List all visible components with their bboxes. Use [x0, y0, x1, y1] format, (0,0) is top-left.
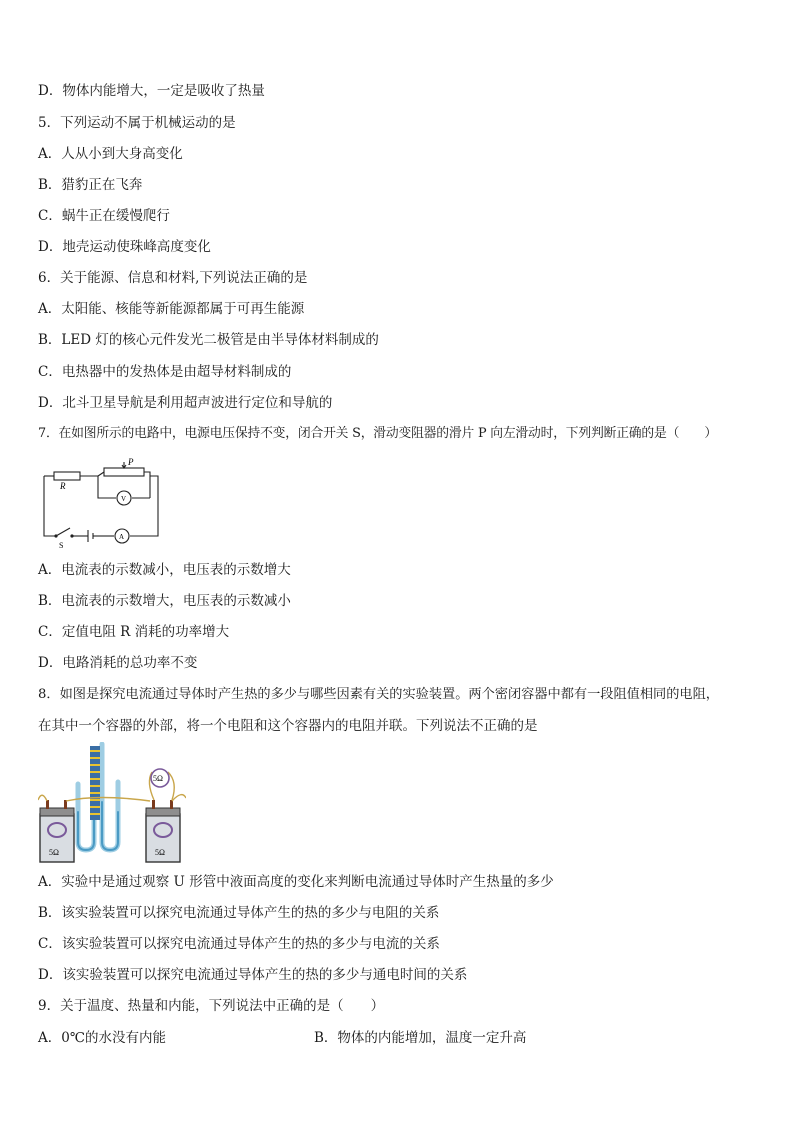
- q8-option-b: B．该实验装置可以探究电流通过导体产生的热的多少与电阻的关系: [38, 905, 440, 921]
- q8-stem-line2: 在其中一个容器的外部，将一个电阻和这个容器内的电阻并联。下列说法不正确的是: [38, 718, 538, 734]
- q8-option-c: C．该实验装置可以探究电流通过导体产生的热的多少与电流的关系: [38, 936, 440, 952]
- resistor-r: [54, 472, 80, 480]
- q8-option-a: A．实验中是通过观察 U 形管中液面高度的变化来判断电流通过导体时产生热量的多少: [38, 874, 554, 890]
- q7-option-c: C．定值电阻 R 消耗的功率增大: [38, 624, 230, 640]
- label-s: S: [59, 541, 64, 550]
- label-right: 5Ω: [155, 848, 165, 857]
- label-top: 5Ω: [153, 774, 163, 783]
- q9-option-b: B．物体的内能增加，温度一定升高: [314, 1030, 527, 1046]
- q9-stem: 9．关于温度、热量和内能，下列说法中正确的是（ ）: [38, 998, 385, 1014]
- q8-apparatus-figure: [38, 742, 186, 866]
- rheostat: [104, 468, 144, 476]
- label-r: R: [60, 481, 66, 491]
- q7-stem: 7．在如图所示的电路中，电源电压保持不变，闭合开关 S，滑动变阻器的滑片 P 向左滑动时，下列判断正确的是（ ）: [38, 426, 717, 441]
- q7-option-b: B．电流表的示数增大，电压表的示数减小: [38, 593, 291, 609]
- q7-option-d: D．电路消耗的总功率不变: [38, 655, 198, 671]
- q6-stem: 6．关于能源、信息和材料,下列说法正确的是: [38, 270, 308, 286]
- q6-option-c: C．电热器中的发热体是由超导材料制成的: [38, 364, 292, 380]
- q6-option-a: A．太阳能、核能等新能源都属于可再生能源: [38, 301, 305, 317]
- label-v: V: [121, 495, 127, 503]
- label-left: 5Ω: [49, 848, 59, 857]
- q9-option-a: A．0℃的水没有内能: [38, 1030, 166, 1046]
- q5-option-a: A．人从小到大身高变化: [38, 146, 183, 162]
- q7-option-a: A．电流表的示数减小，电压表的示数增大: [38, 562, 291, 578]
- q4-option-d: D．物体内能增大，一定是吸收了热量: [38, 83, 265, 99]
- label-p: P: [128, 457, 134, 467]
- q7-circuit-diagram: [36, 456, 166, 550]
- q6-option-b: B．LED 灯的核心元件发光二极管是由半导体材料制成的: [38, 332, 379, 348]
- q5-option-d: D．地壳运动使珠峰高度变化: [38, 239, 211, 255]
- q5-option-b: B．猎豹正在飞奔: [38, 177, 143, 193]
- label-a: A: [119, 533, 125, 541]
- q5-stem: 5．下列运动不属于机械运动的是: [38, 115, 236, 131]
- q8-stem-line1: 8．如图是探究电流通过导体时产生热的多少与哪些因素有关的实验装置。两个密闭容器中都有一段阻值相同的电阻，: [38, 687, 719, 702]
- q6-option-d: D．北斗卫星导航是利用超声波进行定位和导航的: [38, 395, 333, 411]
- q5-option-c: C．蜗牛正在缓慢爬行: [38, 208, 170, 224]
- q8-option-d: D．该实验装置可以探究电流通过导体产生的热的多少与通电时间的关系: [38, 967, 468, 983]
